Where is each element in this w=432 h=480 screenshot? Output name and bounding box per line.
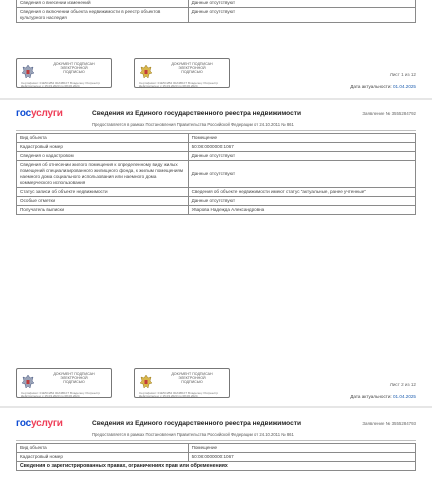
table-cell-value: 50:08:0000000:1067 — [188, 143, 415, 152]
table-cell-key: Сведения о кадастровом — [17, 152, 189, 161]
table-cell-key: Вид объекта — [17, 134, 189, 143]
document-subtitle: Предоставляется в рамках Постановления Правительства Российской Федерации от 24.10.2011 № 861 — [92, 122, 294, 127]
signature-stamp-right: ДОКУМЕНТ ПОДПИСАН ЭЛЕКТРОННОЙ ПОДПИСЬЮ Сертификат: 01E5C2B4 00A3B1F7 Владелец: Росреестр Действителен: с 15.03.2023 по 08.06.2024 — [134, 368, 230, 398]
page-number: Лист 2 из 12 — [389, 382, 416, 387]
certificate-info: Сертификат: 01E5C2B4 00A3B1F7 Владелец: Росреестр Действителен: с 15.03.2023 по 08.06.2024 — [21, 391, 101, 399]
table-row — [17, 8, 416, 23]
gosuslugi-logo: госуслуги — [16, 418, 63, 429]
certificate-info: Сертификат: 01E5C2B4 00A3B1F7 Владелец: Росреестр Действителен: с 15.03.2023 по 08.06.2024 — [21, 81, 101, 89]
table-cell-value: Уварова Надежда Александровна — [188, 206, 415, 215]
bottom-table — [16, 443, 416, 471]
eagle-emblem-icon — [21, 63, 35, 81]
table-row — [17, 0, 416, 8]
document-title: Сведения из Единого государственного реестра недвижимости — [92, 420, 302, 427]
page-number: Лист 1 из 12 — [389, 72, 416, 77]
document-title: Сведения из Единого государственного реестра недвижимости — [92, 110, 302, 117]
table-cell-value: 50:08:0000000:1067 — [188, 453, 415, 462]
signature-stamp-left: ДОКУМЕНТ ПОДПИСАН ЭЛЕКТРОННОЙ ПОДПИСЬЮ Сертификат: 01E5C2B4 00A3B1F7 Владелец: Росреестр Действителен: с 15.03.2023 по 08.06.2024 — [16, 368, 112, 398]
eagle-emblem-icon — [139, 63, 153, 81]
table-cell-key: Кадастровый номер — [17, 143, 189, 152]
table-row — [17, 453, 416, 462]
table-cell-value: Данные отсутствуют — [188, 152, 415, 161]
table-cell-key: Сведения о включении объекта недвижимости в реестр объектов культурного наследия — [17, 8, 189, 23]
signature-stamp-left: ДОКУМЕНТ ПОДПИСАН ЭЛЕКТРОННОЙ ПОДПИСЬЮ Сертификат: 01E5C2B4 00A3B1F7 Владелец: Росреестр Действителен: с 15.03.2023 по 08.06.2024 — [16, 58, 112, 88]
request-number: Заявление № 3555284793 — [362, 421, 416, 426]
gosuslugi-logo: госуслуги — [16, 108, 63, 119]
signature-stamp-right: ДОКУМЕНТ ПОДПИСАН ЭЛЕКТРОННОЙ ПОДПИСЬЮ Сертификат: 01E5C2B4 00A3B1F7 Владелец: Росреестр Действителен: с 15.03.2023 по 08.06.2024 — [134, 58, 230, 88]
table-cell-value: Помещение — [188, 444, 415, 453]
actuality-date: Дата актуальности: 01.04.2025 — [350, 394, 416, 399]
table-cell-key: Статус записи об объекте недвижимости — [17, 188, 189, 197]
main-table — [16, 133, 416, 215]
table-row — [17, 462, 416, 471]
table-cell-value: Данные отсутствуют — [188, 8, 415, 23]
table-cell-value: Данные отсутствуют — [188, 197, 415, 206]
eagle-emblem-icon — [21, 373, 35, 391]
section-heading: Сведения о зарегистрированных правах, ограничениях прав или обременениях — [17, 462, 416, 471]
table-cell-key: Кадастровый номер — [17, 453, 189, 462]
certificate-info: Сертификат: 01E5C2B4 00A3B1F7 Владелец: Росреестр Действителен: с 15.03.2023 по 08.06.2024 — [139, 81, 219, 89]
page-divider — [0, 98, 432, 100]
eagle-emblem-icon — [139, 373, 153, 391]
table-cell-value: Данные отсутствуют — [188, 161, 415, 188]
page-divider — [0, 406, 432, 408]
table-row — [17, 143, 416, 152]
table-cell-value: Данные отсутствуют — [188, 0, 415, 8]
table-cell-key: Особые отметки — [17, 197, 189, 206]
header-rule — [16, 130, 416, 131]
table-row — [17, 152, 416, 161]
table-cell-value: Сведения об объекте недвижимости имеют статус "актуальные, ранее учтенные" — [188, 188, 415, 197]
document-subtitle: Предоставляется в рамках Постановления Правительства Российской Федерации от 24.10.2011 № 861 — [92, 432, 294, 437]
certificate-info: Сертификат: 01E5C2B4 00A3B1F7 Владелец: Росреестр Действителен: с 15.03.2023 по 08.06.2024 — [139, 391, 219, 399]
table-row — [17, 188, 416, 197]
actuality-date: Дата актуальности: 01.04.2025 — [350, 84, 416, 89]
request-number: Заявление № 3555284792 — [362, 111, 416, 116]
table-row — [17, 134, 416, 143]
table-row — [17, 161, 416, 188]
table-cell-key: Сведения о внесении изменений — [17, 0, 189, 8]
table-cell-key: Вид объекта — [17, 444, 189, 453]
header-rule — [16, 440, 416, 441]
table-cell-key: Сведения об отнесении жилого помещения к определенному виду жилых помещений специализированного жилищного фонда, к жилым помещениям наемного дома социального использования или наемного дома коммерческого использования — [17, 161, 189, 188]
table-cell-value: Помещение — [188, 134, 415, 143]
table-row — [17, 206, 416, 215]
table-row — [17, 444, 416, 453]
table-row — [17, 197, 416, 206]
top-table — [16, 0, 416, 23]
table-cell-key: Получатель выписки — [17, 206, 189, 215]
